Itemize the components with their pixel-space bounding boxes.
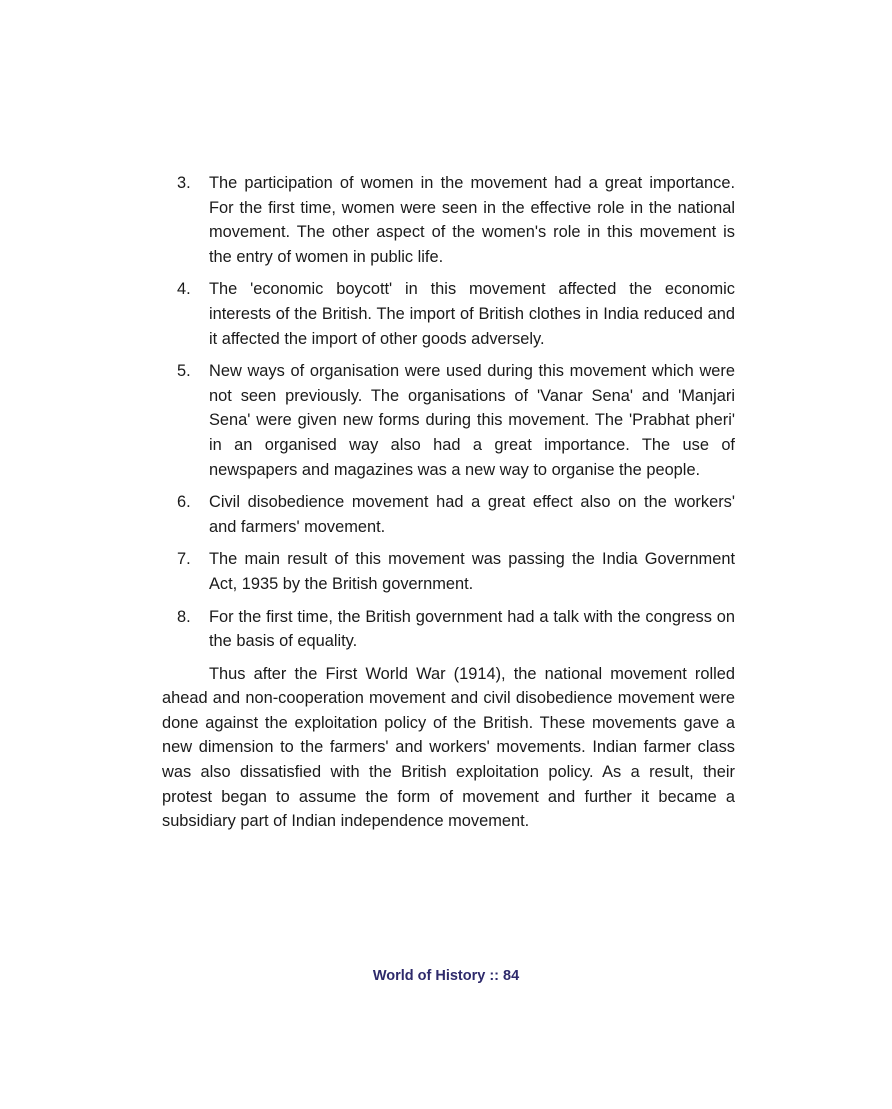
list-item <box>162 277 735 351</box>
list-item-text: The 'economic boycott' in this movement affected the economic interests of the British. The import of British clothes in India reduced and it affected the import of other goods adversely. <box>209 280 735 348</box>
list-item-text: The participation of women in the movement had a great importance. For the first time, women were seen in the effective role in the national movement. The other aspect of the women's role in this movement is the entry of women in public life. <box>209 174 735 266</box>
list-item-number: 4. <box>177 280 191 299</box>
list-item-number: 3. <box>177 174 191 192</box>
list-item <box>162 547 735 596</box>
numbered-list <box>162 171 735 654</box>
list-item-number: 6. <box>177 493 191 512</box>
list-item <box>162 359 735 482</box>
list-item-number: 7. <box>177 550 191 569</box>
list-item-text: For the first time, the British government had a talk with the congress on the basis of equality. <box>209 607 735 651</box>
closing-paragraph: Thus after the First World War (1914), the national movement rolled ahead and non-cooperation movement and civil disobedience movement were done against the exploitation policy of the British. These movements gave a new dimension to the farmers' and workers' movements. Indian farmer class was also dissatisfied with the British exploitation policy. As a result, their protest began to assume the form of movement and further it became a subsidiary part of Indian independence movement. <box>162 664 735 831</box>
list-item <box>162 171 735 269</box>
list-item-text: The main result of this movement was passing the India Government Act, 1935 by the British government. <box>209 550 735 593</box>
list-item-number: 5. <box>177 362 191 381</box>
list-item-text: New ways of organisation were used during this movement which were not seen previously. The organisations of 'Vanar Sena' and 'Manjari Sena' were given new forms during this movement. The 'Prabhat pheri' in an organised way also had a great importance. The use of newspapers and magazines was a new way to organise the people. <box>209 362 735 479</box>
list-item <box>162 605 735 654</box>
list-item-number: 8. <box>177 607 191 626</box>
page-footer: World of History :: 84 <box>372 968 520 984</box>
page-body <box>162 171 735 834</box>
list-item <box>162 490 735 539</box>
list-item-text: Civil disobedience movement had a great effect also on the workers' and farmers' movement. <box>209 493 735 536</box>
